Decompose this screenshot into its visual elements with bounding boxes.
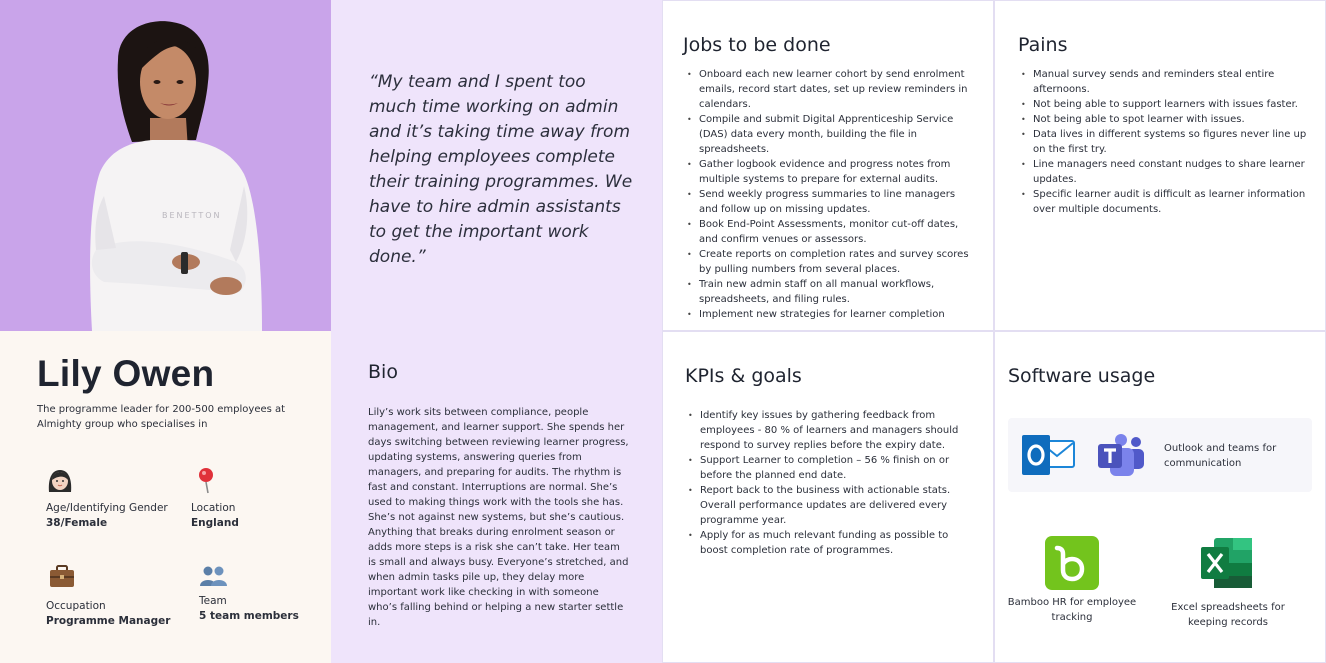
jobs-panel <box>662 0 994 331</box>
team-attr <box>199 594 299 624</box>
kpis-list <box>688 408 973 558</box>
list-item: • Compile and submit Digital Apprenticeship Service (DAS) data every month, building the file in spreadsheets. <box>687 112 977 157</box>
list-item: • Not being able to support learners with issues faster. <box>1021 97 1311 112</box>
communication-tools-card <box>1008 418 1312 492</box>
list-item: • Not being able to spot learner with issues. <box>1021 112 1311 127</box>
software-panel <box>994 331 1326 663</box>
age-gender-attr <box>46 501 168 531</box>
list-item: • Report back to the business with actionable stats. Overall performance updates are delivered every programme year. <box>688 483 973 528</box>
teams-icon <box>1096 434 1146 478</box>
pains-panel <box>994 0 1326 331</box>
outlook-icon <box>1022 431 1076 479</box>
persona-intro: The programme leader for 200-500 employees at Almighty group who specialises in <box>37 404 286 430</box>
outlook-teams-caption: Outlook and teams for communication <box>1164 443 1277 469</box>
persona-name: Lily Owen <box>37 353 215 394</box>
persona-photo <box>0 0 331 331</box>
jobs-title: Jobs to be done <box>683 34 831 56</box>
profile-panel <box>0 331 331 663</box>
list-item: • Create reports on completion rates and survey scores by pulling numbers from several places. <box>687 247 977 277</box>
team-icon <box>199 562 229 592</box>
bio-panel <box>331 331 662 663</box>
location-pin-icon <box>192 465 222 495</box>
software-title: Software usage <box>1008 365 1156 387</box>
bio-title: Bio <box>368 361 398 383</box>
occupation-label: Occupation <box>46 600 106 612</box>
jobs-list <box>687 67 977 322</box>
list-item: • Implement new strategies for learner completion <box>687 307 977 322</box>
excel-caption: Excel spreadsheets for keeping records <box>1171 602 1285 628</box>
list-item: • Apply for as much relevant funding as possible to boost completion rate of programmes. <box>688 528 973 558</box>
list-item: • Identify key issues by gathering feedback from employees - 80 % of learners and managers should respond to survey replies before the expiry date. <box>688 408 973 453</box>
occupation-attr <box>46 599 170 629</box>
woman-icon <box>45 466 75 496</box>
location-attr <box>191 501 239 531</box>
list-item: • Gather logbook evidence and progress notes from multiple systems to prepare for external audits. <box>687 157 977 187</box>
list-item: • Book End-Point Assessments, monitor cut-off dates, and confirm venues or assessors. <box>687 217 977 247</box>
excel-icon <box>1200 536 1254 590</box>
quote-panel <box>331 0 662 331</box>
location-value: England <box>191 517 239 529</box>
list-item: • Specific learner audit is difficult as learner information over multiple documents. <box>1021 187 1311 217</box>
list-item: • Manual survey sends and reminders steal entire afternoons. <box>1021 67 1311 97</box>
bio-text: Lily’s work sits between compliance, people management, and learner support. She spends her days switching between reviewing learner progress, updating systems, answering queries from managers, and preparing for audits. The rhythm is fast and constant. Interruptions are normal. She’s used to making things work with the tools she has. She’s not against new systems, but she’s cautious. Anything that breaks during enrolment season or adds more steps is a risk she can’t take. Her team is small and always busy. Everyone’s stretched, and when admin tasks pile up, they delay more important work like checking in with someone who’s falling behind or helping a new starter settle in. <box>368 407 629 628</box>
list-item: • Onboard each new learner cohort by send enrolment emails, record start dates, set up review reminders in calendars. <box>687 67 977 112</box>
svg-text:BENETTON: BENETTON <box>162 211 222 220</box>
list-item: • Send weekly progress summaries to line managers and follow up on missing updates. <box>687 187 977 217</box>
kpis-title: KPIs & goals <box>685 365 802 387</box>
kpis-panel <box>662 331 994 663</box>
briefcase-icon <box>47 561 77 591</box>
list-item: • Data lives in different systems so figures never line up on the first try. <box>1021 127 1311 157</box>
list-item: • Support Learner to completion – 56 % finish on or before the planned end date. <box>688 453 973 483</box>
pains-title: Pains <box>1018 34 1068 56</box>
list-item: • Line managers need constant nudges to share learner updates. <box>1021 157 1311 187</box>
location-label: Location <box>191 502 236 514</box>
persona-quote: “My team and I spent too much time working on admin and it’s taking time away from helping employees complete their training programmes. We have to hire admin assistants to get the important work done.” <box>369 72 633 267</box>
occupation-value: Programme Manager <box>46 615 171 627</box>
pains-list <box>1021 67 1311 217</box>
age-gender-label: Age/Identifying Gender <box>46 502 168 514</box>
list-item: • Train new admin staff on all manual workflows, spreadsheets, and filing rules. <box>687 277 977 307</box>
team-label: Team <box>199 595 227 607</box>
portrait-image <box>0 0 331 331</box>
bamboo-caption: Bamboo HR for employee tracking <box>1007 597 1137 623</box>
bamboohr-icon <box>1045 536 1099 590</box>
age-gender-value: 38/Female <box>46 517 108 529</box>
team-value: 5 team members <box>199 610 299 622</box>
